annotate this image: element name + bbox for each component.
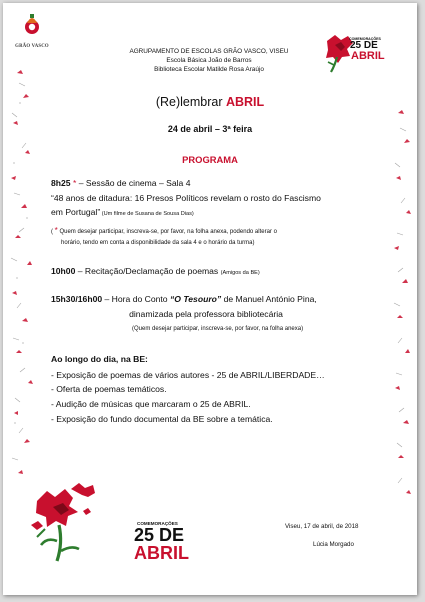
top-commemoration-badge	[321, 15, 387, 75]
session-1-film-line-1: “48 anos de ditadura: 16 Presos Políticos revelam o rosto do Fascismo	[51, 193, 321, 203]
petal-border-right	[378, 3, 417, 595]
session-3-text-after: de Manuel António Pina,	[221, 294, 317, 304]
session-1-note-text-1: Quem desejar participar, inscreva-se, por favor, na folha anexa, podendo alterar o	[57, 229, 277, 235]
top-badge-number: 25 DE	[350, 40, 378, 51]
session-1-note-open: (	[51, 229, 55, 235]
session-3-time: 15h30/16h00	[51, 294, 103, 304]
all-day-item: - Exposição de poemas de vários autores - 25 de ABRIL/LIBERDADE…	[51, 370, 325, 380]
title-prefix: (Re)lembrar	[155, 95, 226, 109]
school-logo-name: GRÃO VASCO	[15, 44, 49, 49]
header-line-3: Biblioteca Escolar Matilde Rosa Araújo	[154, 66, 264, 73]
all-day-item: - Oferta de poemas temáticos.	[51, 384, 167, 394]
bottom-badge-label: COMEMORAÇÕES	[137, 521, 178, 526]
session-3-text-before: – Hora do Conto	[102, 294, 170, 304]
top-badge-label: COMEMORAÇÕES	[349, 37, 381, 41]
session-1-film-credit: (Um filme de Susana de Sousa Dias)	[100, 211, 194, 217]
bottom-badge-word: ABRIL	[134, 543, 189, 563]
all-day-item: - Audição de músicas que marcaram o 25 de ABRIL.	[51, 399, 251, 409]
bottom-commemoration-badge	[134, 521, 224, 562]
session-3-story: “O Tesouro”	[169, 294, 222, 304]
program-heading: PROGRAMA	[182, 154, 238, 165]
place-and-date: Viseu, 17 de abril, de 2018	[285, 523, 359, 530]
school-logo	[15, 11, 49, 51]
carnation-bouquet-icon	[27, 481, 137, 573]
session-1-film-line-2	[51, 206, 194, 219]
session-1-text: – Sessão de cinema – Sala 4	[78, 178, 191, 188]
session-2-small: (Amigos da BE)	[220, 270, 260, 276]
session-2-time: 10h00	[51, 266, 76, 276]
session-1-note-star: *	[54, 226, 58, 235]
bottom-badge-number: 25 DE	[134, 525, 185, 545]
session-3-note: (Quem desejar participar, inscreva-se, por favor, na folha anexa)	[132, 326, 304, 332]
title-highlight: ABRIL	[225, 95, 265, 109]
event-date: 24 de abril – 3ª feira	[167, 124, 253, 134]
session-1-film-title-end: em Portugal”	[51, 207, 101, 217]
session-1-note-line-2: horário, tendo em conta a disponibilidade da sala 4 e o horário da turma)	[61, 240, 255, 246]
top-badge-word: ABRIL	[351, 50, 385, 62]
header-line-2: Escola Básica João de Barros	[166, 57, 252, 64]
session-1-note-line-1	[51, 226, 277, 237]
all-day-item: - Exposição do fundo documental da BE sobre a temática.	[51, 414, 273, 424]
session-1-star: *	[70, 178, 79, 188]
all-day-heading: Ao longo do dia, na BE:	[51, 354, 148, 364]
session-1-time: 8h25	[51, 178, 71, 188]
session-3-line-2: dinamizada pela professora bibliotecária	[129, 309, 283, 319]
session-2	[51, 265, 260, 280]
signature-name: Lúcia Morgado	[313, 541, 354, 548]
header-line-1: AGRUPAMENTO DE ESCOLAS GRÃO VASCO, VISEU	[129, 48, 289, 55]
session-3-line-1	[51, 293, 317, 306]
poster-title	[3, 94, 417, 110]
school-logo-icon	[15, 11, 49, 39]
session-2-text: – Recitação/Declamação de poemas	[75, 266, 221, 276]
institution-header	[78, 47, 340, 74]
poster-page	[3, 3, 417, 595]
session-1-title	[51, 177, 191, 190]
